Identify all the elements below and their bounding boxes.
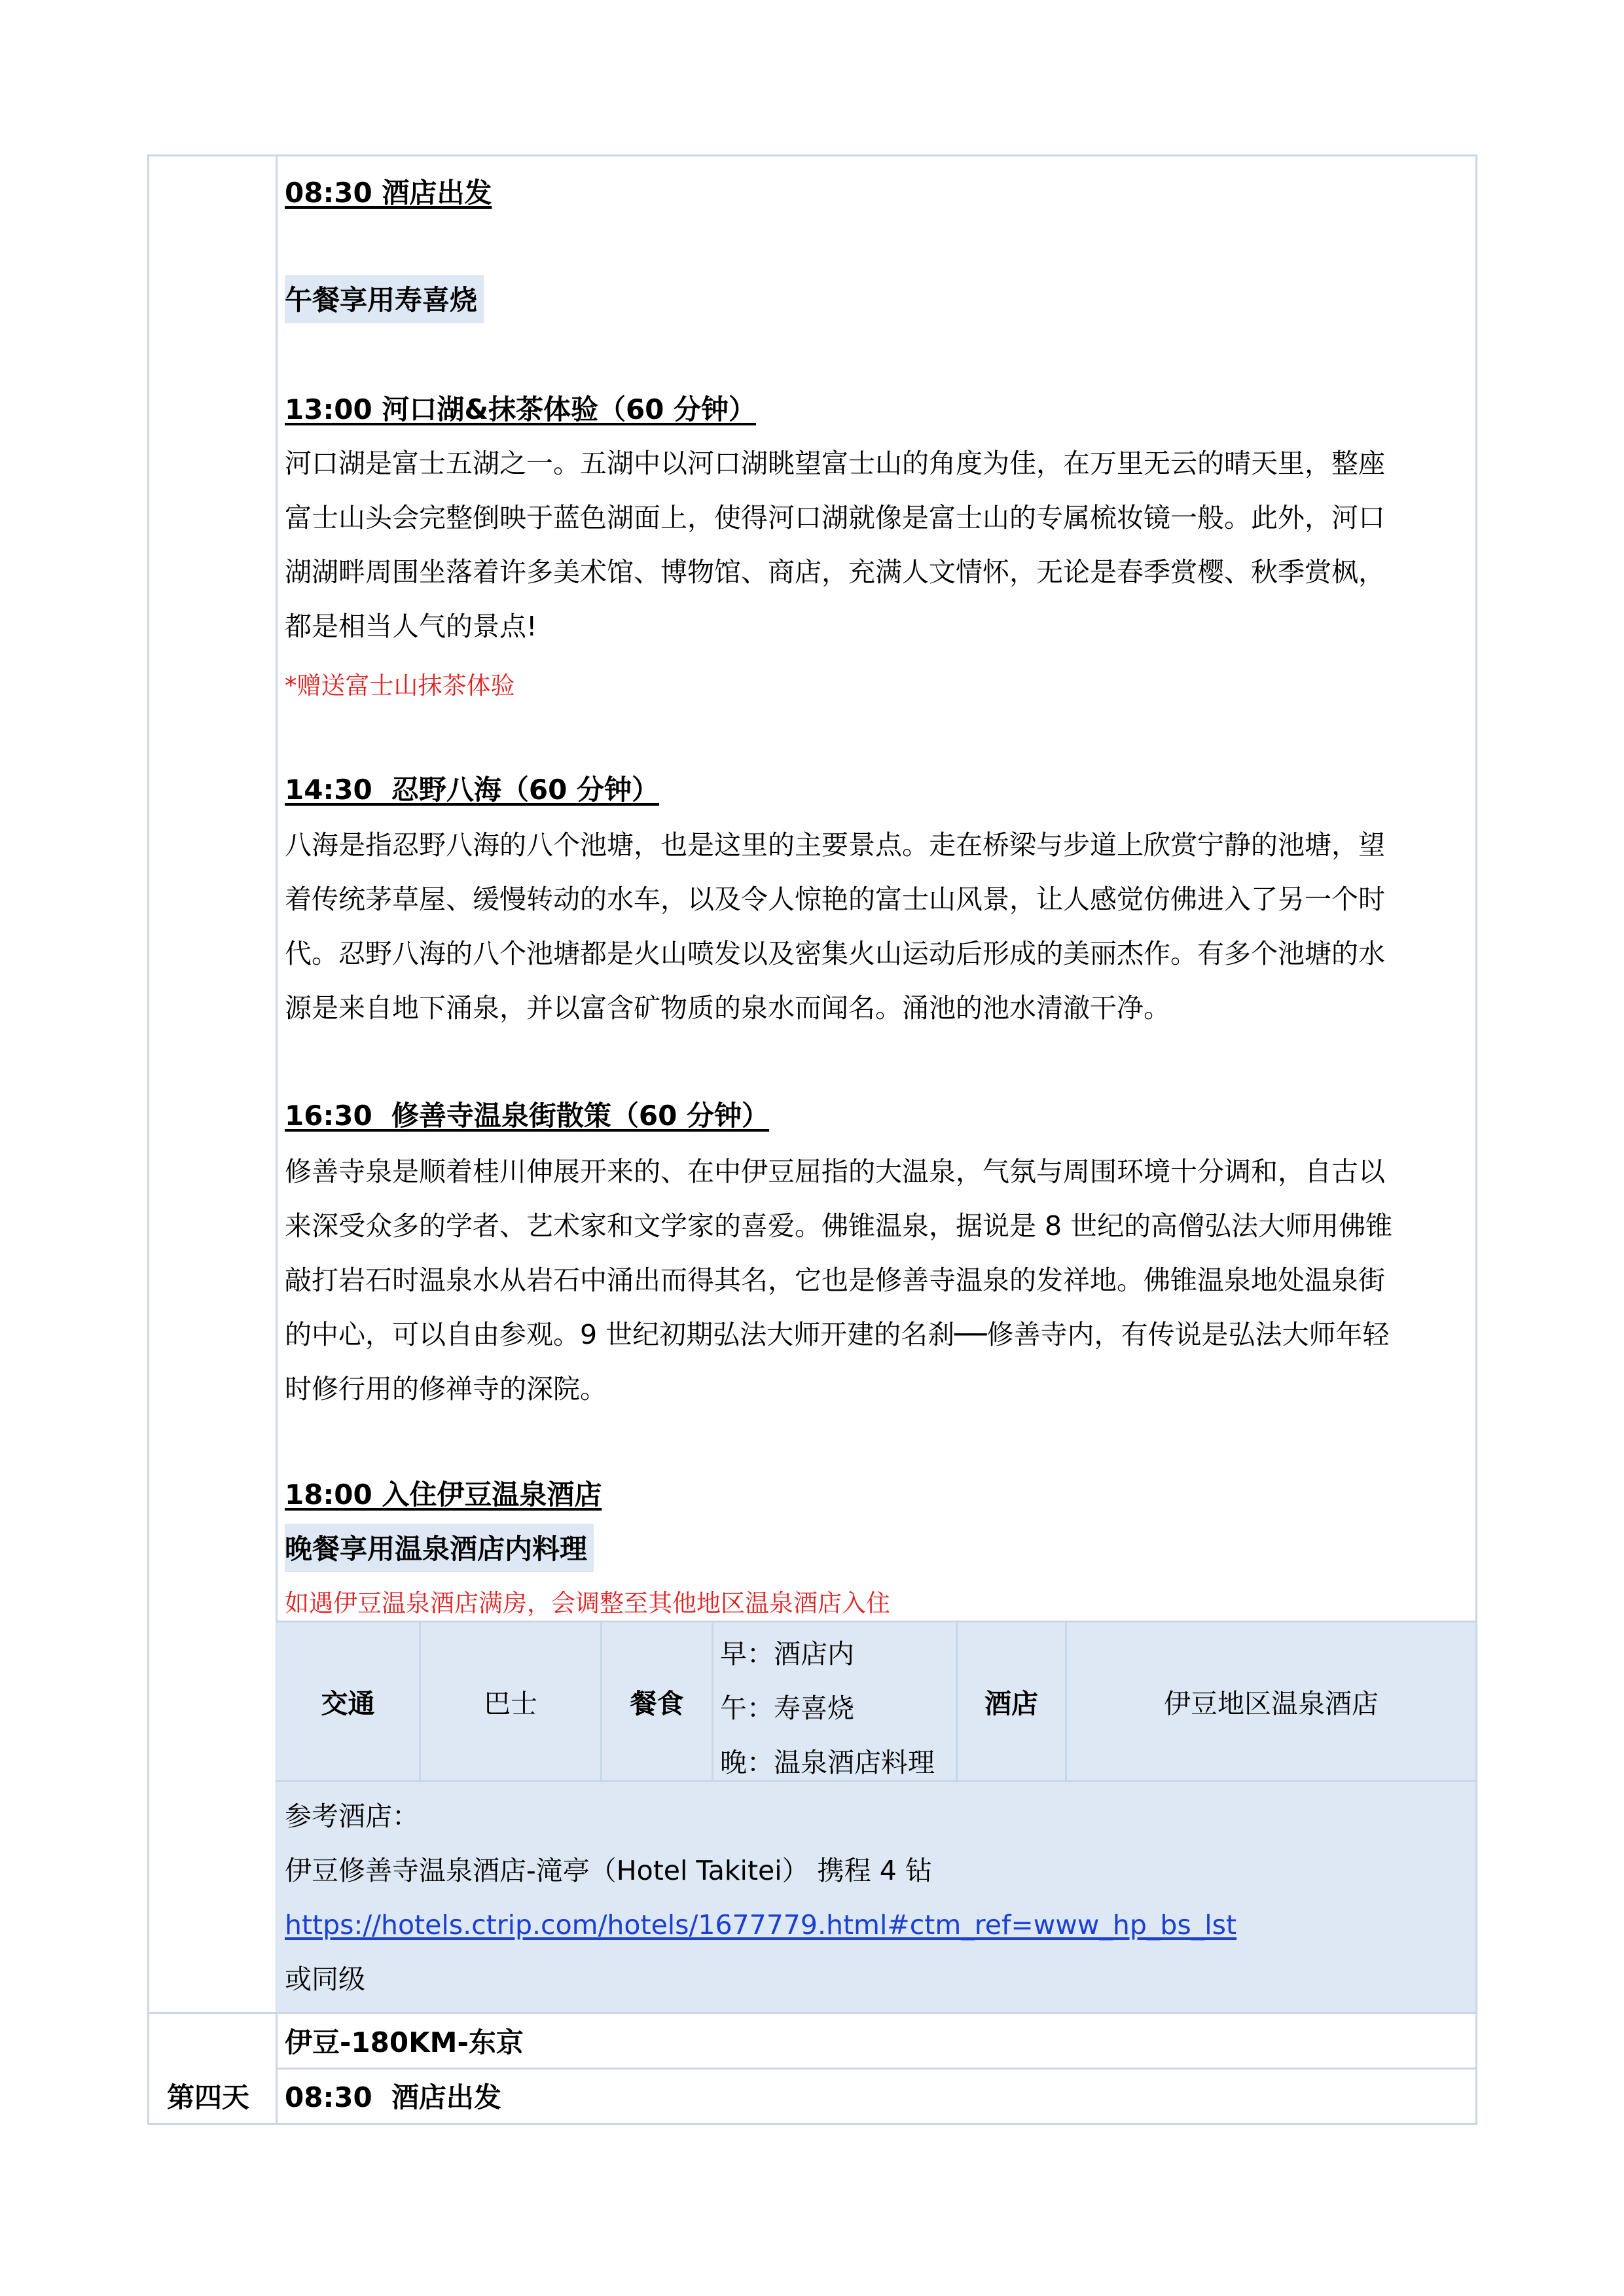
- info-col-divider-3: [712, 1621, 713, 1782]
- checkin-heading: [285, 1473, 602, 1513]
- meal-label: 餐食: [630, 1688, 684, 1719]
- depart-heading: [285, 171, 492, 211]
- shuzenji-heading: [285, 1094, 769, 1134]
- dinner-text: 晚餐享用温泉酒店内料理: [285, 1524, 594, 1572]
- kawaguchi-heading-text: 13:00 河口湖&抹茶体验（60 分钟）: [285, 393, 757, 425]
- reference-label: 参考酒店：: [285, 1801, 419, 1832]
- hotel-value: 伊豆地区温泉酒店: [1164, 1688, 1379, 1719]
- shuzenji-line-5: 时修行用的修禅寺的深院。: [285, 1373, 607, 1405]
- reference-hotel-name: 伊豆修善寺温泉酒店-滝亭（Hotel Takitei） 携程 4 钻: [285, 1855, 932, 1886]
- oshino-line-4: 源是来自地下涌泉，并以富含矿物质的泉水而闻名。涌池的池水清澈干净。: [285, 992, 1170, 1024]
- day4-label: 第四天: [167, 2081, 250, 2113]
- day4-route: 伊豆-180KM-东京: [285, 2026, 524, 2058]
- kawaguchi-description: [285, 437, 1473, 654]
- table-border-top: [147, 154, 1477, 156]
- kawaguchi-line-2: 富士山头会完整倒映于蓝色湖面上，使得河口湖就像是富士山的专属梳妆镜一般。此外，河口: [285, 502, 1385, 533]
- lunch-heading: [285, 275, 484, 323]
- table-border-bottom: [147, 2123, 1477, 2125]
- shuzenji-heading-text: 16:30 修善寺温泉街散策（60 分钟）: [285, 1100, 770, 1132]
- transport-label: 交通: [321, 1688, 375, 1719]
- oshino-line-1: 八海是指忍野八海的八个池塘，也是这里的主要景点。走在桥梁与步道上欣赏宁静的池塘，望: [285, 829, 1385, 861]
- dinner-heading: [285, 1524, 594, 1572]
- day4-row-top: [147, 2012, 1477, 2014]
- day4-depart: 08:30 酒店出发: [285, 2081, 501, 2113]
- hotel-label: 酒店: [984, 1688, 1038, 1719]
- shuzenji-line-2: 来深受众多的学者、艺术家和文学家的喜爱。佛锥温泉，据说是 8 世纪的高僧弘法大师用佛锥: [285, 1210, 1393, 1242]
- meal-list: [720, 1627, 935, 1790]
- shuzenji-description: [285, 1145, 1473, 1416]
- oshino-heading-text: 14:30 忍野八海（60 分钟）: [285, 774, 660, 806]
- hotel-full-note: 如遇伊豆温泉酒店满房，会调整至其他地区温泉酒店入住: [285, 1589, 890, 1617]
- day4-route-divider: [276, 2068, 1477, 2070]
- depart-time-text: 08:30 酒店出发: [285, 177, 492, 209]
- kawaguchi-line-1: 河口湖是富士五湖之一。五湖中以河口湖眺望富士山的角度为佳，在万里无云的晴天里，整座: [285, 448, 1385, 479]
- oshino-heading: [285, 768, 659, 808]
- oshino-line-3: 代。忍野八海的八个池塘都是火山喷发以及密集火山运动后形成的美丽杰作。有多个池塘的水: [285, 938, 1385, 969]
- checkin-text: 18:00 入住伊豆温泉酒店: [285, 1479, 602, 1511]
- oshino-line-2: 着传统茅草屋、缓慢转动的水车，以及令人惊艳的富士山风景，让人感觉仿佛进入了另一个时: [285, 884, 1385, 915]
- meal-dinner: 晚：温泉酒店料理: [720, 1747, 935, 1778]
- reference-hotel-link[interactable]: https://hotels.ctrip.com/hotels/1677779.html#ctm_ref=www_hp_bs_lst: [285, 1909, 1237, 1941]
- kawaguchi-line-4: 都是相当人气的景点!: [285, 611, 537, 642]
- reference-equivalent: 或同级: [285, 1964, 365, 1995]
- oshino-description: [285, 818, 1473, 1035]
- meal-lunch: 午：寿喜烧: [720, 1693, 854, 1724]
- reference-hotel-block: [285, 1789, 1236, 2007]
- kawaguchi-line-3: 湖湖畔周围坐落着许多美术馆、博物馆、商店，充满人文情怀，无论是春季赏樱、秋季赏枫，: [285, 556, 1385, 588]
- matcha-gift-note: *赠送富士山抹茶体验: [285, 672, 515, 700]
- table-border-right: [1475, 154, 1477, 2125]
- shuzenji-line-1: 修善寺泉是顺着桂川伸展开来的、在中伊豆屈指的大温泉，气氛与周围环境十分调和，自古以: [285, 1156, 1385, 1187]
- lunch-text: 午餐享用寿喜烧: [285, 275, 484, 323]
- shuzenji-line-3: 敲打岩石时温泉水从岩石中涌出而得其名，它也是修善寺温泉的发祥地。佛锥温泉地处温泉街: [285, 1265, 1385, 1296]
- shuzenji-line-4: 的中心，可以自由参观。9 世纪初期弘法大师开建的名刹──修善寺内，有传说是弘法大师年轻: [285, 1319, 1390, 1350]
- transport-value: 巴士: [484, 1688, 537, 1719]
- meal-breakfast: 早：酒店内: [720, 1638, 854, 1670]
- kawaguchi-heading: [285, 388, 756, 427]
- table-border-left: [147, 154, 149, 2125]
